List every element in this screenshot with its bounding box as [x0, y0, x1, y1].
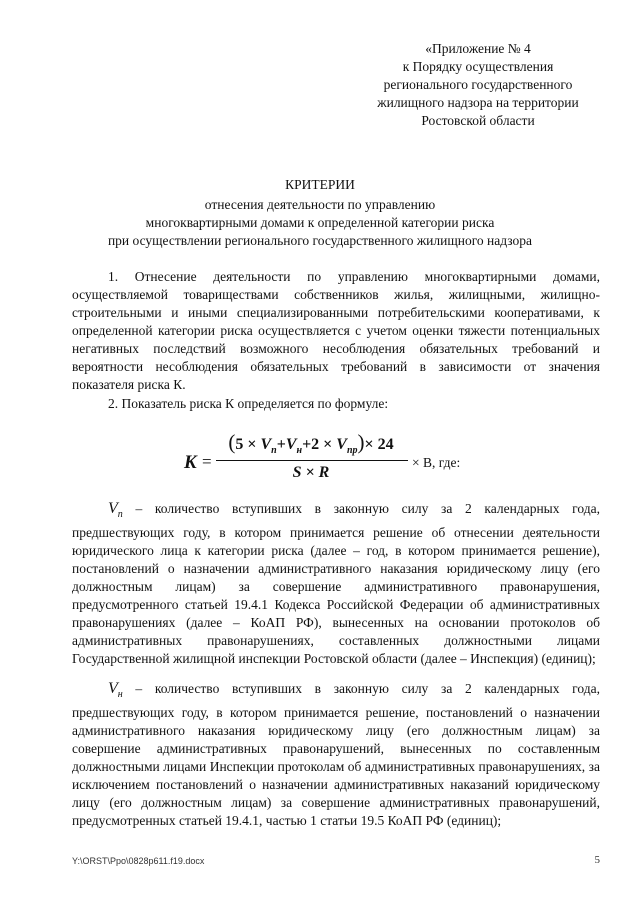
criteria-subtitle-line: многоквартирными домами к определенной категории риска	[145, 215, 495, 230]
formula-tail: × В, где:	[412, 455, 461, 470]
formula-var: V	[260, 436, 272, 453]
criteria-heading	[40, 176, 600, 250]
variable-letter: V	[108, 500, 118, 517]
risk-formula	[180, 428, 500, 488]
formula-plus: +	[276, 436, 286, 453]
variable-letter: V	[108, 680, 118, 697]
formula-var: V	[285, 436, 297, 453]
appendix-line: «Приложение № 4	[425, 41, 531, 56]
variable-subscript: н	[117, 689, 123, 701]
formula-var: V	[336, 436, 347, 453]
appendix-line: регионального государственного	[383, 77, 573, 92]
paragraph-2: 2. Показатель риска К определяется по формуле:	[108, 396, 389, 411]
formula-denominator: S × R	[292, 464, 330, 481]
formula-sub: п	[271, 445, 277, 457]
criteria-title: КРИТЕРИИ	[285, 177, 355, 192]
variable-symbol	[108, 680, 123, 701]
footer-file-path: Y:\ORST\Ppo\0828p611.f19.docx	[72, 856, 205, 866]
appendix-header	[352, 40, 604, 130]
appendix-line: жилищного надзора на территории	[377, 95, 579, 110]
formula-numerator	[216, 430, 406, 456]
definition-text: – количество вступивших в законную силу за 2 календарных года, предшествующих году, в котором принимается решение об отнесении деятельности юридического лица к категории риска (далее – год, в котором принимается решение), постановлений о назначении административного наказания юридическому лицу (его должностным лицам) за совершение административного правонарушения, предусмотренного статьей 19.4.1 Кодекса Российской Федерации об административных правонарушениях (далее – КоАП РФ), вынесенных на основании протоколов об административных правонарушениях, составленных должностными лицами Государственной жилищной инспекции Ростовской области (далее – Инспекция) (единиц);	[72, 501, 600, 667]
paragraph-1: 1. Отнесение деятельности по управлению многоквартирными домами, осуществляемой товариществами собственников жилья, жилищными, жилищно-строительными и иными специализированными потребительскими кооперативами, к определенной категории риска осуществляется с учетом оценки тяжести потенциальных негативных последствий возможного несоблюдения обязательных требований и вероятности несоблюдения обязательных требований в зависимости от значения показателя риска К.	[72, 269, 600, 392]
formula-sub: пр	[346, 445, 358, 457]
formula-term: 5 ×	[235, 436, 261, 453]
fraction-bar	[216, 460, 408, 461]
formula-paren-close: )	[357, 430, 365, 454]
formula-sub: н	[296, 445, 303, 457]
formula-paren-open: (	[228, 430, 236, 454]
formula-times24: × 24	[364, 436, 394, 453]
variable-symbol	[108, 500, 123, 521]
paragraph-vp-definition	[72, 500, 600, 668]
variable-subscript: п	[117, 509, 123, 521]
criteria-subtitle-line: при осуществлении регионального государственного жилищного надзора	[107, 233, 533, 248]
page-number: 5	[594, 854, 600, 866]
formula-lhs: K	[184, 452, 197, 473]
formula-equals: =	[202, 452, 212, 471]
definition-text: – количество вступивших в законную силу за 2 календарных года, предшествующих году, в котором принимается решение, постановлений о назначении административного наказания юридическому лицу (его должностным лицам) за совершение административных правонарушений, вынесенных по составленным должностными лицами Инспекции протоколам об административных правонарушениях, за исключением постановлений о назначении административных наказаний юридическому лицу (его должностным лицам) за совершение административных правонарушений, предусмотренных статьей 19.4.1, частью 1 статьи 19.5 КоАП РФ (единиц);	[72, 681, 600, 829]
criteria-subtitle-line: отнесения деятельности по управлению	[204, 197, 436, 212]
paragraph-vn-definition	[72, 680, 600, 830]
appendix-line: Ростовской области	[421, 113, 535, 128]
appendix-line: к Порядку осуществления	[402, 59, 554, 74]
formula-plus: +2 ×	[302, 436, 337, 453]
